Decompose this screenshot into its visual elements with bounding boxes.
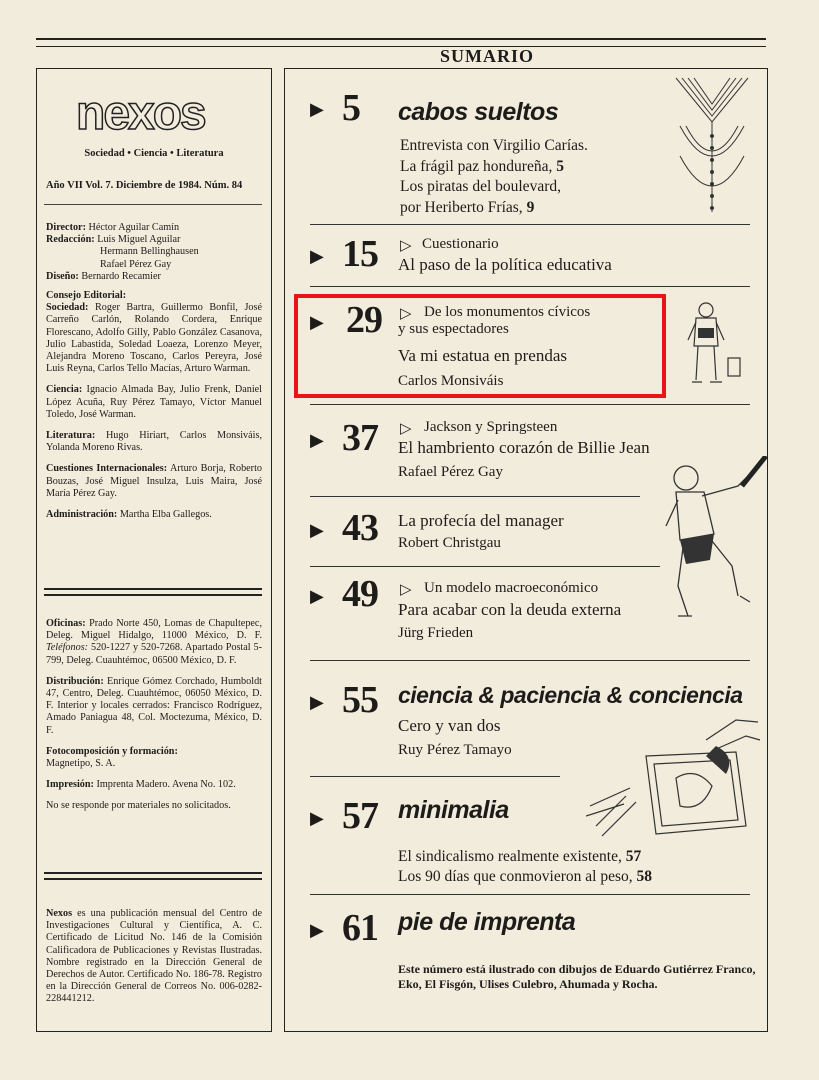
divider — [310, 776, 560, 777]
kicker: Un modelo macroeconómico — [424, 580, 599, 596]
arrow-icon: ▶ — [310, 586, 324, 606]
section-title: ciencia & paciencia & conciencia — [398, 682, 743, 708]
page-number: 15 — [342, 233, 378, 275]
article-title: La profecía del manager — [398, 511, 564, 530]
baseball-player-illustration — [658, 456, 768, 626]
kicker: Cuestionario — [422, 236, 499, 252]
kicker: Jackson y Springsteen — [424, 419, 558, 435]
masthead-box — [36, 68, 272, 1032]
kicker: De los monumentos cívicos — [424, 304, 591, 320]
section-title: minimalia — [398, 796, 509, 824]
author: Rafael Pérez Gay — [398, 464, 503, 480]
divider — [310, 496, 640, 497]
double-rule — [44, 588, 262, 596]
divider — [310, 566, 660, 567]
page-number: 29 — [346, 299, 382, 341]
article-title: Al paso de la política educativa — [398, 255, 612, 274]
article-title: Para acabar con la deuda externa — [398, 600, 622, 619]
page-number: 61 — [342, 907, 378, 949]
illustrators-note: Este número está ilustrado con dibujos de Eduardo Gutiérrez Franco, Eko, El Fisgón, Ulises Culebro, Ahumada y Rocha. — [398, 962, 756, 991]
page-number: 37 — [342, 417, 378, 459]
section-title: pie de imprenta — [398, 908, 576, 936]
divider — [310, 894, 750, 895]
issue-info: Año VII Vol. 7. Diciembre de 1984. Núm. 84 — [46, 180, 243, 191]
nexos-logo: nexos — [76, 87, 205, 140]
top-rule — [36, 38, 766, 47]
article-title: Cero y van dos — [398, 716, 501, 735]
author: Robert Christgau — [398, 535, 501, 551]
article-title: Va mi estatua en prendas — [398, 346, 567, 365]
arrow-icon: ▶ — [310, 246, 324, 266]
highlight-box — [294, 294, 666, 398]
entry-lines: El sindicalismo realmente existente, 57 Los 90 días que conmovieron al peso, 58 — [398, 848, 652, 885]
section-title: cabos sueltos — [398, 98, 559, 126]
kicker-icon: ▷ — [400, 582, 412, 598]
legal-notice: Nexos es una publicación mensual del Centro de Investigaciones Cultural y Científica, A. C. Certificado de Licitud No. 146 de la Comisión Calificadora de Publicaciones y Revistas Ilustradas. Nombre registrado en la Dirección General de Derechos de Autor. Certificado No. 186-78. Registro en la Dirección General de Correos No. 006-0282-228441212. — [46, 908, 262, 1005]
tagline: Sociedad • Ciencia • Literatura — [84, 148, 224, 159]
page-number: 57 — [342, 795, 378, 837]
double-rule — [44, 872, 262, 880]
office-info: Oficinas: Prado Norte 450, Lomas de Chapultepec, Deleg. Miguel Hidalgo, 11000 México, D. F. Teléfonos: 520-1227 y 520-7268. Apartado Postal 5-799, Deleg. Cuauhtémoc, 06500 México, D. F. Distribución: Enrique Gómez Corchado, Humboldt 47, Centro, Deleg. Cuauhtémoc, 06050 México, D. F. Interior y locales cerrados: Francisco Rodríguez, Amado Paniagua 48, Col. Moctezuma, México, D. F. Fotocomposición y formación: Magnetipo, S. A. Impresión: Imprenta Madero. Avena No. 102. No se responde por materiales no solicitados. — [46, 618, 262, 812]
arrow-icon: ▶ — [310, 692, 324, 712]
arrow-icon: ▶ — [310, 808, 324, 828]
article-title: El hambriento corazón de Billie Jean — [398, 438, 650, 457]
statue-figure-illustration — [682, 300, 752, 404]
staff-credits: Director: Héctor Aguilar Camín Redacción: Luis Miguel Aguilar Hermann Bellinghausen Rafael Pérez Gay Diseño: Bernardo Recamier Consejo Editorial: Sociedad: Roger Bartra, Guillermo Bonfil, José Carreño Carlón, Rolando Cordera, Enrique Florescano, Adolfo Gilly, Pablo González Casanova, Julio Labastida, Soledad Loaeza, Lorenzo Meyer, Alejandra Moreno Toscano, Carlos Pereyra, José Luis Reyna, Carlos Tello Macías, Arturo Warman. Ciencia: Ignacio Almada Bay, Julio Frenk, Daniel López Acuña, Ruy Pérez Tamayo, Víctor Manuel Toledo, José Warman. Literatura: Hugo Hiriart, Carlos Monsiváis, Yolanda Moreno Rivas. Cuestiones Internacionales: Arturo Borja, Roberto Bouzas, José Miguel Insulza, Luis Maira, José María Pérez Gay. Administración: Martha Elba Gallegos. — [46, 222, 263, 521]
arrow-icon: ▶ — [310, 312, 324, 332]
kicker-icon: ▷ — [400, 421, 412, 437]
page-number: 43 — [342, 507, 378, 549]
arrow-icon: ▶ — [310, 920, 324, 940]
kicker-icon: ▷ — [400, 238, 412, 254]
page-number: 55 — [342, 679, 378, 721]
divider — [44, 204, 262, 205]
divider — [310, 404, 750, 405]
author: Ruy Pérez Tamayo — [398, 742, 512, 758]
hand-and-tablet-illustration — [586, 716, 762, 844]
arrow-icon: ▶ — [310, 99, 324, 119]
page-title: SUMARIO — [440, 46, 535, 66]
divider — [310, 224, 750, 225]
kicker-icon: ▷ — [400, 306, 412, 322]
arrow-icon: ▶ — [310, 520, 324, 540]
entry-lines: Entrevista con Virgilio Carías. La frágil paz hondureña, 5 Los piratas del boulevard, por Heriberto Frías, 9 — [400, 137, 588, 216]
divider — [310, 660, 750, 661]
divider — [310, 286, 750, 287]
author: Carlos Monsiváis — [398, 373, 504, 389]
arrow-icon: ▶ — [310, 430, 324, 450]
kicker: y sus espectadores — [398, 321, 509, 337]
page-number: 49 — [342, 573, 378, 615]
beaded-ornament-illustration — [672, 76, 752, 216]
page-number: 5 — [342, 87, 360, 129]
author: Jürg Frieden — [398, 625, 474, 641]
